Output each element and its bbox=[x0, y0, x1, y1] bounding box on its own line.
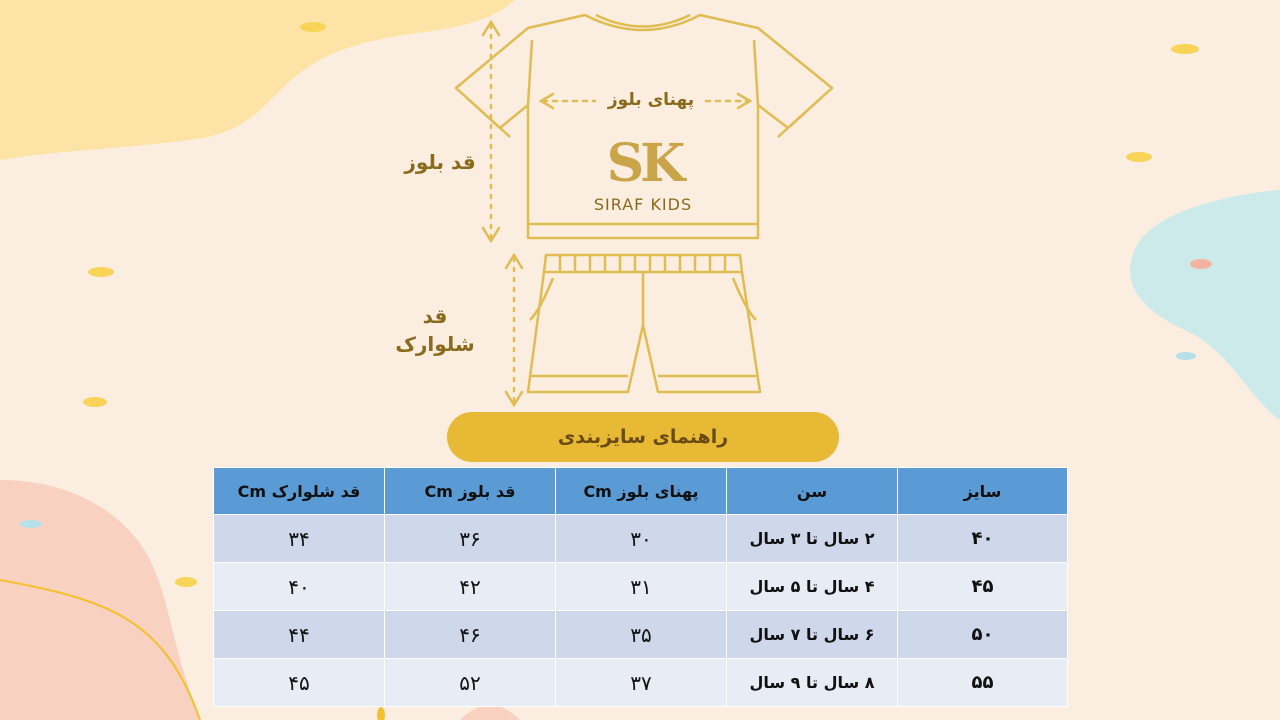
brand-name: SIRAF KIDS bbox=[593, 195, 693, 214]
cell-age: ۴ سال تا ۵ سال bbox=[727, 563, 898, 611]
pink-blob-bottom-right bbox=[460, 705, 520, 720]
cell-blouse-width: ۳۵ bbox=[556, 611, 727, 659]
cell-shorts-length: ۴۵ bbox=[214, 659, 385, 707]
table-row bbox=[214, 611, 1068, 659]
size-guide-banner bbox=[447, 412, 839, 462]
dot bbox=[175, 577, 197, 587]
blouse-length-label: قد بلوز bbox=[404, 150, 476, 174]
dot bbox=[20, 520, 42, 528]
cell-shorts-length: ۳۴ bbox=[214, 515, 385, 563]
table-row bbox=[214, 563, 1068, 611]
shorts-outline bbox=[528, 255, 760, 392]
table-row bbox=[214, 515, 1068, 563]
size-guide-title: راهنمای سایزبندی bbox=[557, 426, 729, 448]
cell-blouse-length: ۵۲ bbox=[385, 659, 556, 707]
shorts-length-arrow bbox=[506, 255, 522, 405]
cell-shorts-length: ۴۴ bbox=[214, 611, 385, 659]
cell-blouse-width: ۳۱ bbox=[556, 563, 727, 611]
pink-blob-bottom-left bbox=[0, 480, 200, 720]
table-row bbox=[214, 659, 1068, 707]
header-blouse-length: قد بلوز Cm bbox=[385, 468, 556, 515]
shorts-length-label-line1: قد bbox=[422, 304, 448, 328]
header-size: سایز bbox=[898, 468, 1068, 515]
cell-blouse-length: ۴۶ bbox=[385, 611, 556, 659]
blouse-width-label: پهنای بلوز bbox=[607, 90, 695, 110]
header-blouse-width: پهنای بلوز Cm bbox=[556, 468, 727, 515]
cell-size: ۴۵ bbox=[898, 563, 1068, 611]
header-shorts-length: قد شلوارک Cm bbox=[214, 468, 385, 515]
cell-size: ۵۰ bbox=[898, 611, 1068, 659]
cell-shorts-length: ۴۰ bbox=[214, 563, 385, 611]
dot bbox=[377, 707, 385, 720]
shorts-length-label bbox=[380, 302, 490, 358]
header-age: سن bbox=[727, 468, 898, 515]
size-table bbox=[213, 467, 1068, 707]
cell-blouse-length: ۳۶ bbox=[385, 515, 556, 563]
table-header-row bbox=[214, 468, 1068, 515]
cell-age: ۶ سال تا ۷ سال bbox=[727, 611, 898, 659]
cell-blouse-width: ۳۷ bbox=[556, 659, 727, 707]
cell-age: ۲ سال تا ۳ سال bbox=[727, 515, 898, 563]
cell-size: ۴۰ bbox=[898, 515, 1068, 563]
cell-blouse-width: ۳۰ bbox=[556, 515, 727, 563]
brand-logo: SK bbox=[606, 133, 682, 194]
cell-blouse-length: ۴۲ bbox=[385, 563, 556, 611]
shorts-length-label-line2: شلوارک bbox=[395, 332, 475, 356]
cell-size: ۵۵ bbox=[898, 659, 1068, 707]
cell-age: ۸ سال تا ۹ سال bbox=[727, 659, 898, 707]
